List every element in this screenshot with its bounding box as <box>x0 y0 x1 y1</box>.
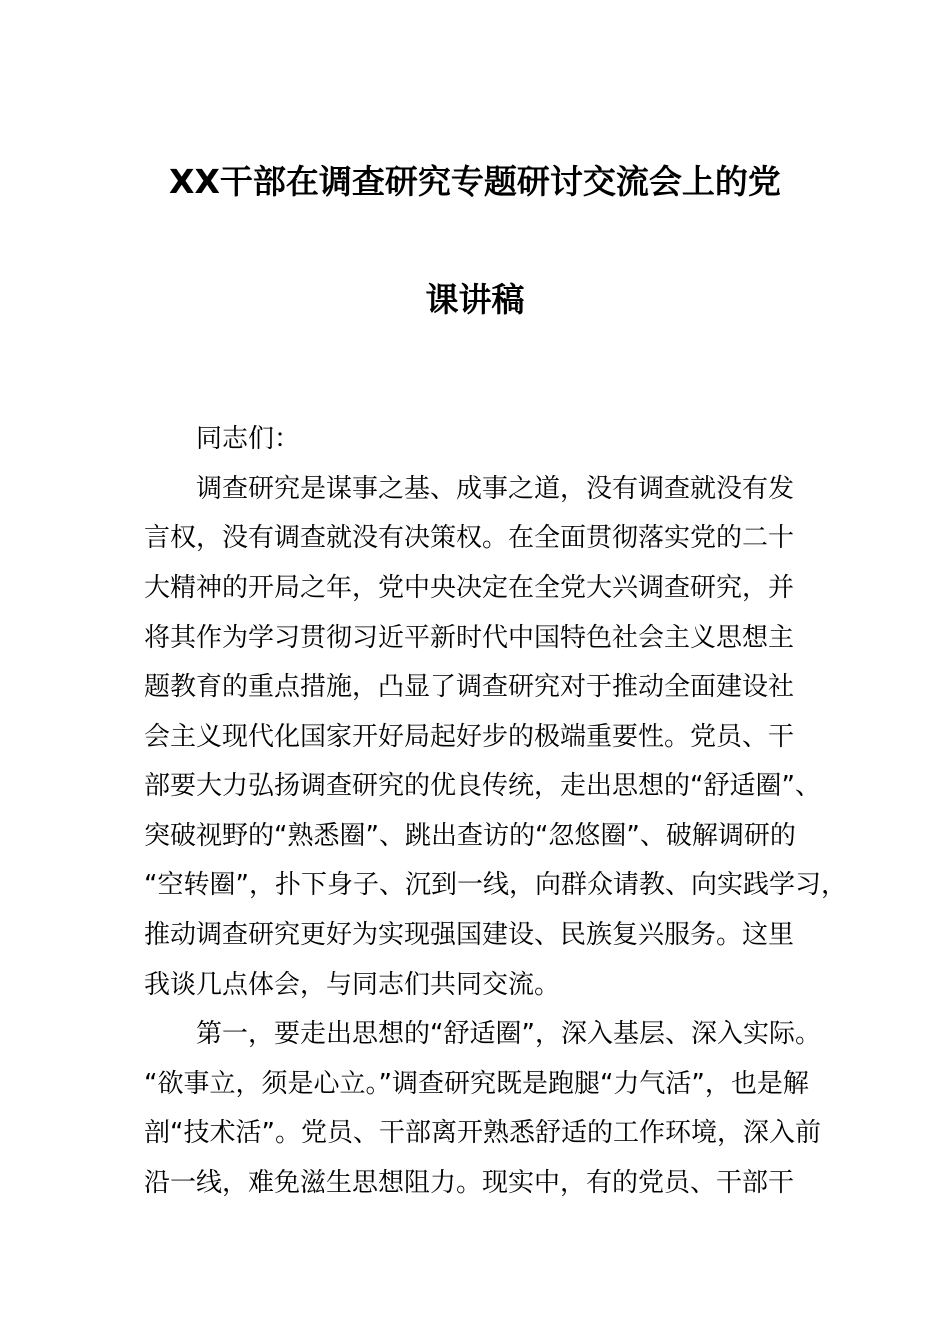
paragraph-line: 题教育的重点措施，凸显了调查研究对于推动全面建设社 <box>144 672 795 702</box>
paragraph-line: 言权，没有调查就没有决策权。在全面贯彻落实党的二十 <box>144 523 795 553</box>
paragraph-line: “欲事立，须是心立。”调查研究既是跑腿“力气活”，也是解 <box>144 1069 809 1099</box>
salutation: 同志们： <box>196 424 301 454</box>
paragraph-line: 第一，要走出思想的“舒适圈”，深入基层、深入实际。 <box>196 1019 821 1049</box>
paragraph-line: 沿一线，难免滋生思想阻力。现实中，有的党员、干部干 <box>144 1168 795 1198</box>
paragraph-line: 我谈几点体会，与同志们共同交流。 <box>144 970 561 1000</box>
paragraph-line: 将其作为学习贯彻习近平新时代中国特色社会主义思想主 <box>144 623 795 653</box>
document-title-line-2: 课讲稿 <box>425 280 525 319</box>
paragraph-line: 突破视野的“熟悉圈”、跳出查访的“忽悠圈”、破解调研的 <box>144 821 796 851</box>
document-title-line-1: XX干部在调查研究专题研讨交流会上的党 <box>169 162 781 201</box>
paragraph-line: 部要大力弘扬调查研究的优良传统，走出思想的“舒适圈”、 <box>144 771 821 801</box>
paragraph-line: 调查研究是谋事之基、成事之道，没有调查就没有发 <box>196 474 795 504</box>
paragraph-line: 大精神的开局之年，党中央决定在全党大兴调查研究，并 <box>144 573 795 603</box>
paragraph-line: 推动调查研究更好为实现强国建设、民族复兴服务。这里 <box>144 920 795 950</box>
paragraph-line: “空转圈”，扑下身子、沉到一线，向群众请教、向实践学习， <box>144 870 847 900</box>
paragraph-line: 会主义现代化国家开好局起好步的极端重要性。党员、干 <box>144 722 795 752</box>
paragraph-line: 剖“技术活”。党员、干部离开熟悉舒适的工作环境，深入前 <box>144 1118 821 1148</box>
